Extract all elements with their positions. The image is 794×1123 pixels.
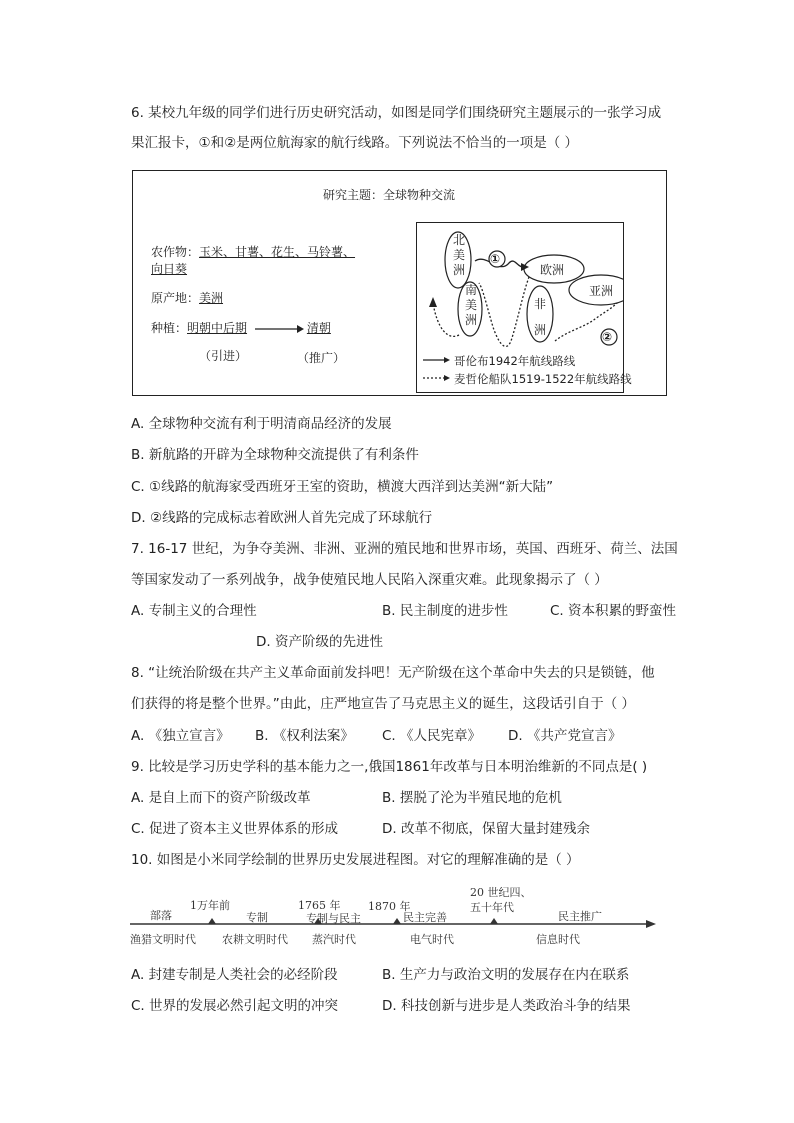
q7-stem-line1: 7. 16-17 世纪，为争夺美洲、非洲、亚洲的殖民地和世界市场，英国、西班牙、荷兰、法国 [131, 541, 678, 557]
tl-bottom-hunting: 渔猎文明时代 [130, 933, 196, 946]
voyage-map [416, 222, 632, 393]
crops-value-1: 玉米、甘薯、花生、马铃薯、 [199, 245, 356, 259]
label-north-america: 北 美 洲 [452, 233, 465, 277]
history-timeline [128, 880, 658, 950]
q8-stem-line1: 8. “让统治阶级在共产主义革命面前发抖吧！无产阶级在这个革命中失去的只是锁链，他 [131, 665, 655, 681]
tl-top-democracy-complete: 民主完善 [403, 911, 447, 924]
tl-top-tribe: 部落 [150, 909, 172, 922]
q8-stem-line2: 们获得的将是整个世界。”由此，庄严地宣告了马克思主义的诞生，这段话引自于（ ） [131, 696, 636, 712]
crops-label: 农作物： [151, 245, 200, 259]
q10-option-a[interactable]: A. 封建专制是人类社会的必经阶段 [131, 967, 338, 983]
origin-label: 原产地： [151, 291, 200, 305]
card-theme: 研究主题：全球物种交流 [323, 188, 456, 202]
plant-row [151, 319, 331, 337]
q10-stem: 10. 如图是小米同学绘制的世界历史发展进程图。对它的理解准确的是（ ） [131, 852, 580, 868]
q7-option-d[interactable]: D. 资产阶级的先进性 [256, 634, 383, 650]
q8-option-c[interactable]: C. 《人民宪章》 [382, 728, 482, 744]
tick-1940s [490, 918, 498, 924]
legend-dotted-arrow [444, 375, 450, 381]
route-2-arrow [429, 297, 437, 307]
tl-top-democracy-spread: 民主推广 [558, 910, 602, 923]
tl-top-autocracy-democracy: 专制与民主 [306, 912, 361, 925]
q6-option-a[interactable]: A. 全球物种交流有利于明清商品经济的发展 [131, 416, 392, 432]
origin-row [151, 289, 223, 307]
label-asia: 亚洲 [589, 284, 614, 298]
q6-option-d[interactable]: D. ②线路的完成标志着欧洲人首先完成了环球航行 [131, 510, 433, 526]
tl-year-1870: 1870 年 [368, 900, 411, 913]
route-2-line-b [433, 303, 459, 336]
tl-bottom-farming: 农耕文明时代 [222, 933, 288, 946]
q9-option-c[interactable]: C. 促进了资本主义世界体系的形成 [131, 821, 339, 837]
q6-option-b[interactable]: B. 新航路的开辟为全球物种交流提供了有利条件 [131, 447, 419, 463]
legend-columbus: 哥伦布1942年航线路线 [454, 354, 576, 368]
right-arrow-icon [253, 323, 305, 335]
label-africa: 非 洲 [533, 297, 546, 337]
plant-from: 明朝中后期 [187, 321, 248, 335]
q7-stem-line2: 等国家发动了一系列战争，战争使殖民地人民陷入深重灾难。此现象揭示了（ ） [131, 572, 608, 588]
label-south-america: 南 美 洲 [464, 283, 477, 327]
q9-option-a[interactable]: A. 是自上而下的资产阶级改革 [131, 790, 311, 806]
promote-label: （推广） [297, 351, 346, 365]
label-europe: 欧洲 [540, 263, 565, 277]
label-marker-2: ② [602, 330, 613, 344]
q6-stem-line2: 果汇报卡，①和②是两位航海家的航行线路。下列说法不恰当的一项是（ ） [131, 135, 578, 151]
plant-label: 种植： [151, 321, 188, 335]
tl-year-1765: 1765 年 [298, 899, 341, 912]
tl-bottom-steam: 蒸汽时代 [312, 933, 356, 946]
q8-option-b[interactable]: B. 《权利法案》 [255, 728, 354, 744]
route-2-line-a [479, 277, 529, 346]
tl-top-autocracy: 专制 [246, 911, 268, 924]
q10-option-d[interactable]: D. 科技创新与进步是人类政治斗争的结果 [382, 998, 631, 1014]
q7-option-c[interactable]: C. 资本积累的野蛮性 [550, 603, 677, 619]
tick-10000bc [208, 918, 216, 924]
legend-magellan: 麦哲伦船队1519-1522年航线路线 [454, 372, 632, 386]
q7-option-b[interactable]: B. 民主制度的进步性 [382, 603, 508, 619]
intro-label: （引进） [199, 349, 248, 363]
q8-option-a[interactable]: A. 《独立宣言》 [131, 728, 230, 744]
tl-bottom-electric: 电气时代 [410, 933, 454, 946]
q9-option-b[interactable]: B. 摆脱了沦为半殖民地的危机 [382, 790, 562, 806]
origin-value: 美洲 [199, 291, 224, 305]
q9-option-d[interactable]: D. 改革不彻底，保留大量封建残余 [382, 821, 590, 837]
q10-option-c[interactable]: C. 世界的发展必然引起文明的冲突 [131, 998, 339, 1014]
q6-option-c[interactable]: C. ①线路的航海家受西班牙王室的资助，横渡大西洋到达美洲“新大陆” [131, 479, 554, 495]
crops-row [151, 243, 355, 261]
q8-option-d[interactable]: D. 《共产党宣言》 [508, 728, 622, 744]
q6-stem-line1: 6. 某校九年级的同学们进行历史研究活动，如图是同学们围绕研究主题展示的一张学习成 [131, 105, 662, 121]
tick-1870 [393, 918, 401, 924]
timeline-arrowhead [646, 920, 656, 928]
plant-to: 清朝 [306, 321, 331, 335]
tl-year-10000: 1万年前 [190, 899, 230, 912]
tl-year-20th-a: 20 世纪四、 [470, 886, 532, 899]
q10-option-b[interactable]: B. 生产力与政治文明的发展存在内在联系 [382, 967, 630, 983]
legend-solid-arrow [444, 357, 450, 363]
label-marker-1: ① [490, 252, 501, 266]
q7-option-a[interactable]: A. 专制主义的合理性 [131, 603, 257, 619]
tl-bottom-information: 信息时代 [536, 933, 580, 946]
q9-stem: 9. 比较是学习历史学科的基本能力之一,俄国1861年改革与日本明治维新的不同点是( ) [131, 759, 648, 775]
tl-year-20th-b: 五十年代 [470, 901, 514, 914]
crops-value-2: 向日葵 [151, 262, 188, 276]
